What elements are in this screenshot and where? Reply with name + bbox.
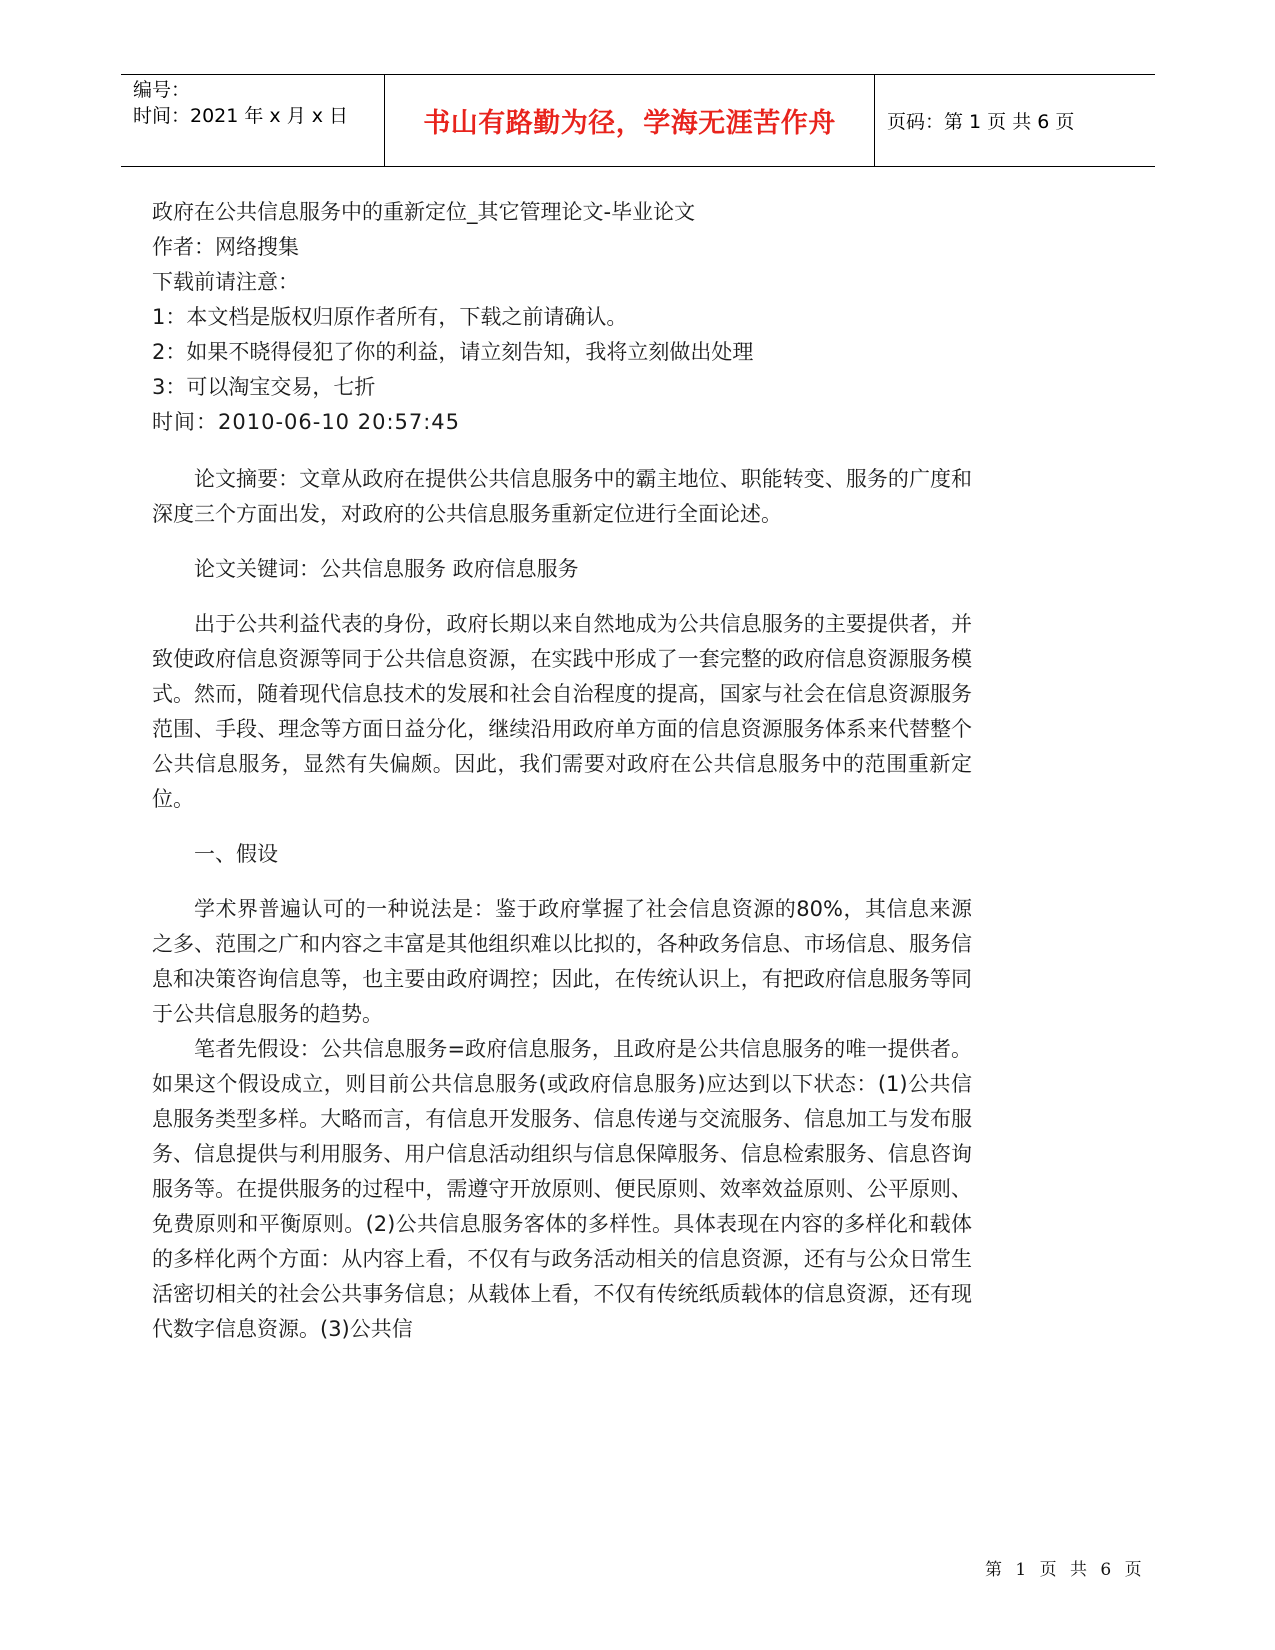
header-motto-cell: [385, 75, 875, 166]
header-left-cell: [121, 75, 385, 166]
header-time-label: 时间：2021 年 x 月 x 日: [133, 105, 349, 127]
header-motto: 书山有路勤为径，学海无涯苦作舟: [423, 108, 836, 139]
doc-keywords: 论文关键词：公共信息服务 政府信息服务: [194, 557, 579, 581]
header-table: [121, 74, 1155, 167]
doc-notice-heading: 下载前请注意：: [152, 270, 299, 294]
footer-page-number: 第 1 页 共 6 页: [985, 1560, 1146, 1580]
header-page-info: 页码：第 1 页 共 6 页: [887, 111, 1075, 133]
doc-notice-3: 3：可以淘宝交易，七折: [152, 375, 376, 399]
header-page-cell: [875, 75, 1155, 166]
doc-time: 时间：2010-06-10 20:57:45: [152, 410, 461, 434]
doc-title: 政府在公共信息服务中的重新定位_其它管理论文-毕业论文: [152, 200, 696, 224]
doc-paragraph-2: 笔者先假设：公共信息服务=政府信息服务，且政府是公共信息服务的唯一提供者。如果这个假设成立，则目前公共信息服务(或政府信息服务)应达到以下状态：(1)公共信息服务类型多样。大略而言，有信息开发服务、信息传递与交流服务、信息加工与发布服务、信息提供与利用服务、用户信息活动组织与信息保障服务、信息检索服务、信息咨询服务等。在提供服务的过程中，需遵守开放原则、便民原则、效率效益原则、公平原则、免费原则和平衡原则。(2)公共信息服务客体的多样性。具体表现在内容的多样化和载体的多样化两个方面：从内容上看，不仅有与政务活动相关的信息资源，还有与公众日常生活密切相关的社会公共事务信息；从载体上看，不仅有传统纸质载体的信息资源，还有现代数字信息资源。(3)公共信: [152, 1037, 972, 1341]
header-number-label: 编号：: [133, 79, 191, 101]
doc-author: 作者：网络搜集: [152, 235, 299, 259]
doc-notice-2: 2：如果不晓得侵犯了你的利益，请立刻告知，我将立刻做出处理: [152, 340, 754, 364]
section-heading-1: 一、假设: [194, 842, 278, 866]
doc-paragraph-1: 学术界普遍认可的一种说法是：鉴于政府掌握了社会信息资源的80%，其信息来源之多、范围之广和内容之丰富是其他组织难以比拟的，各种政务信息、市场信息、服务信息和决策咨询信息等，也主要由政府调控；因此，在传统认识上，有把政府信息服务等同于公共信息服务的趋势。: [152, 897, 972, 1026]
doc-intro: 出于公共利益代表的身份，政府长期以来自然地成为公共信息服务的主要提供者，并致使政府信息资源等同于公共信息资源，在实践中形成了一套完整的政府信息资源服务模式。然而，随着现代信息技术的发展和社会自治程度的提高，国家与社会在信息资源服务范围、手段、理念等方面日益分化，继续沿用政府单方面的信息资源服务体系来代替整个公共信息服务，显然有失偏颇。因此，我们需要对政府在公共信息服务中的范围重新定位。: [152, 612, 972, 811]
document-body: [152, 195, 972, 1347]
doc-notice-1: 1：本文档是版权归原作者所有，下载之前请确认。: [152, 305, 628, 329]
doc-abstract: 论文摘要：文章从政府在提供公共信息服务中的霸主地位、职能转变、服务的广度和深度三个方面出发，对政府的公共信息服务重新定位进行全面论述。: [152, 467, 972, 526]
